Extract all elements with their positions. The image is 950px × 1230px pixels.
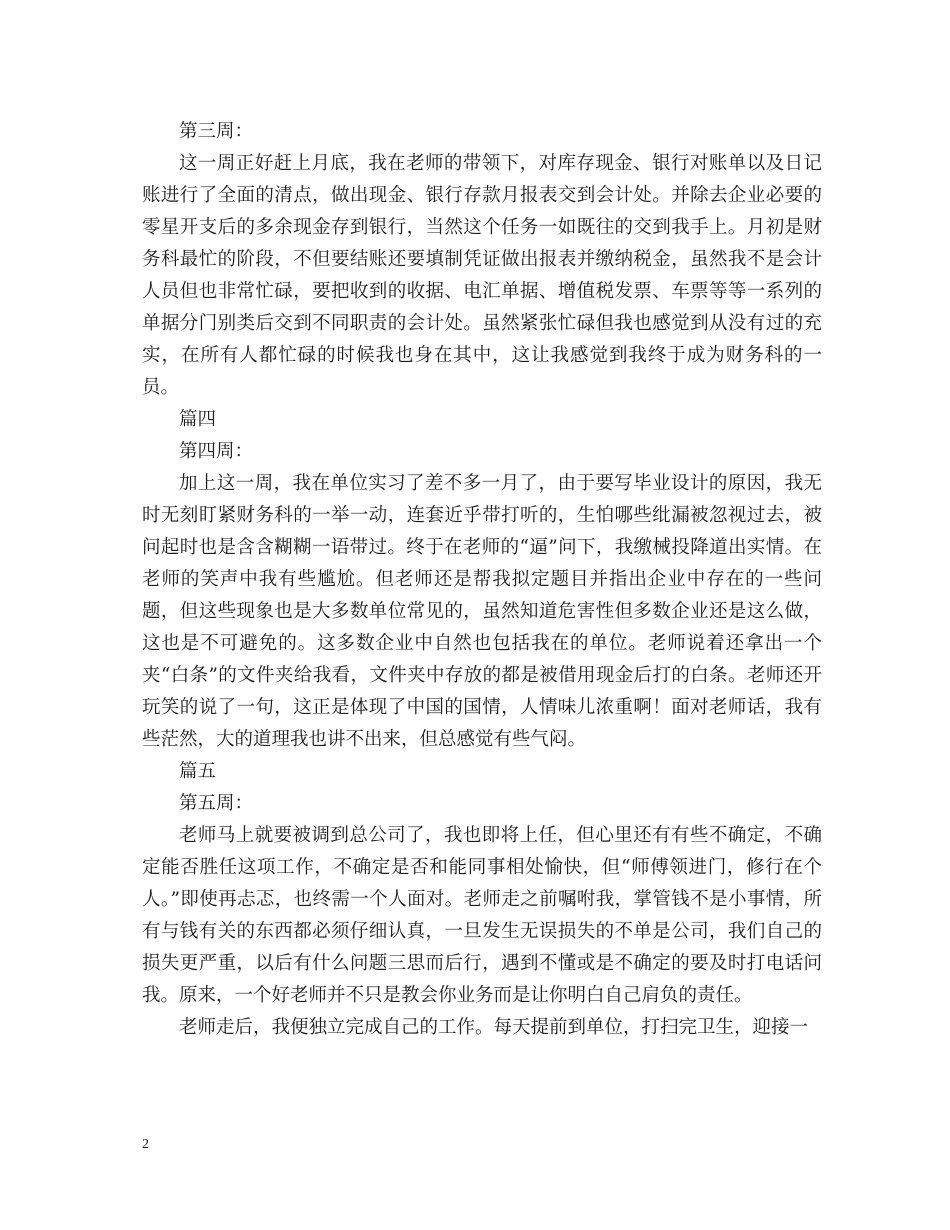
- week-five-heading: 第五周：: [179, 793, 254, 814]
- section-five-heading: 篇五: [179, 761, 217, 782]
- week-three-heading: 第三周：: [179, 121, 254, 142]
- after-teacher-paragraph: 老师走后，我便独立完成自己的工作。每天提前到单位，打扫完卫生，迎接一: [179, 1017, 809, 1038]
- week-three-paragraph: 这一周正好赶上月底，我在老师的带领下，对库存现金、银行对账单以及日记账进行了全面的清点，做出现金、银行存款月报表交到会计处。并除去企业必要的零星开支后的多余现金存到银行，当然这个任务一如既往的交到我手上。月初是财务科最忙的阶段，不但要结账还要填制凭证做出报表并缴纳税金，虽然我不是会计人员但也非常忙碌，要把收到的收据、电汇单据、增值税发票、车票等等一系列的单据分门别类后交到不同职责的会计处。虽然紧张忙碌但我也感觉到从没有过的充实，在所有人都忙碌的时候我也身在其中，这让我感觉到我终于成为财务科的一员。: [142, 153, 822, 398]
- week-four-heading: 第四周：: [179, 441, 254, 462]
- week-four-paragraph: 加上这一周，我在单位实习了差不多一月了，由于要写毕业设计的原因，我无时无刻盯紧财务科的一举一动，连套近乎带打听的，生怕哪些纰漏被忽视过去，被问起时也是含含糊糊一语带过。终于在老师的“逼”问下，我缴械投降道出实情。在老师的笑声中我有些尴尬。但老师还是帮我拟定题目并指出企业中存在的一些问题，但这些现象也是大多数单位常见的，虽然知道危害性但多数企业还是这么做，这也是不可避免的。这多数企业中自然也包括我在的单位。老师说着还拿出一个夹“白条”的文件夹给我看，文件夹中存放的都是被借用现金后打的白条。老师还开玩笑的说了一句，这正是体现了中国的国情，人情味儿浓重啊！面对老师话，我有些茫然，大的道理我也讲不出来，但总感觉有些气闷。: [142, 473, 822, 750]
- document-body: [142, 116, 822, 1044]
- section-four-heading: 篇四: [179, 409, 217, 430]
- page-number: 2: [142, 1137, 149, 1152]
- week-five-paragraph: 老师马上就要被调到总公司了，我也即将上任，但心里还有有些不确定，不确定能否胜任这项工作，不确定是否和能同事相处愉快，但“师傅领进门，修行在个人。”即使再忐忑，也终需一个人面对。老师走之前嘱咐我，掌管钱不是小事情，所有与钱有关的东西都必须仔细认真，一旦发生无误损失的不单是公司，我们自己的损失更严重，以后有什么问题三思而后行，遇到不懂或是不确定的要及时打电话问我。原来，一个好老师并不只是教会你业务而是让你明白自己肩负的责任。: [142, 825, 822, 1006]
